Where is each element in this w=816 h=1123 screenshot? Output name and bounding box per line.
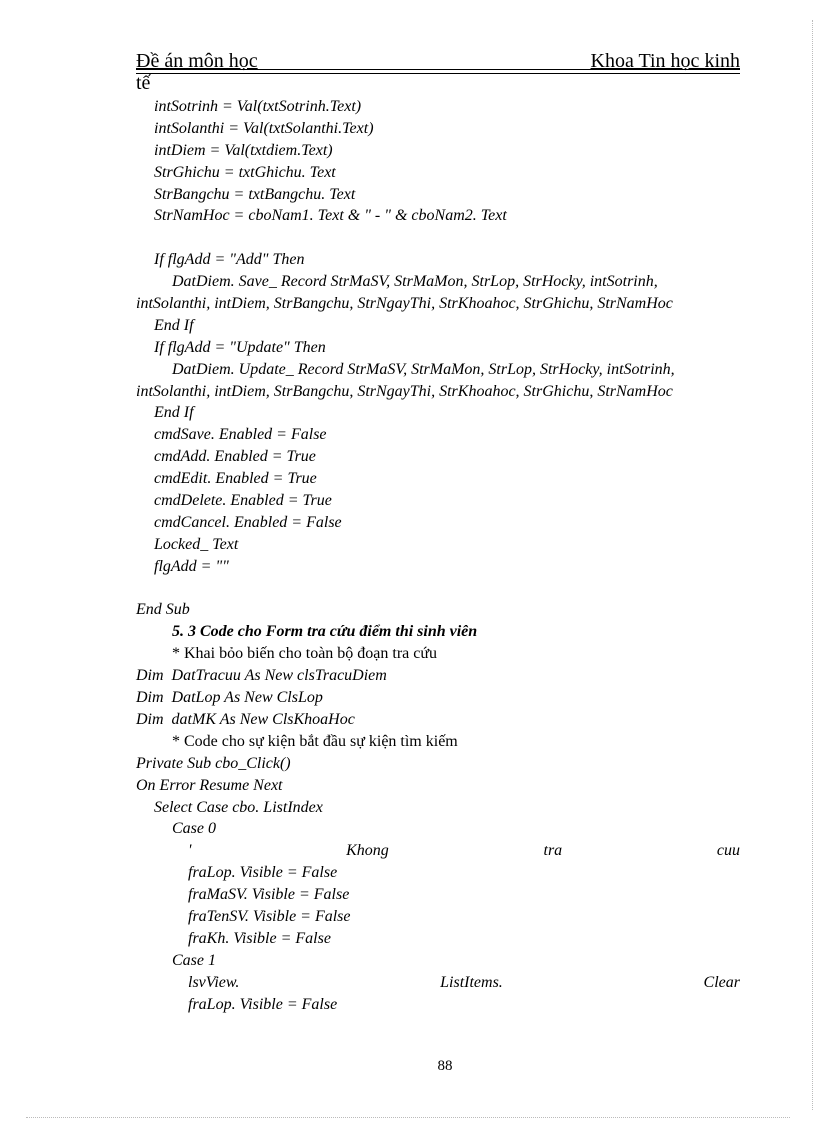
header-left: Đề án môn học [136,50,258,72]
bottom-border [26,1117,790,1118]
word: ' [188,842,192,860]
header-continuation: tế [136,72,151,94]
code-line: End Sub [136,601,190,619]
code-line: fraMaSV. Visible = False [188,886,350,904]
code-line: intSolanthi, intDiem, StrBangchu, StrNgayThi, StrKhoahoc, StrGhichu, StrNamHoc [136,295,673,313]
code-line: Select Case cbo. ListIndex [154,798,323,816]
code-line: Dim DatTracuu As New clsTracuDiem [136,667,387,685]
right-border [812,20,813,1110]
code-line: DatDiem. Save_ Record StrMaSV, StrMaMon, StrLop, StrHocky, intSotrinh, [172,273,658,291]
word: tra [543,842,563,860]
code-line: intSolanthi = Val(txtSolanthi.Text) [154,119,374,137]
code-line: fraKh. Visible = False [188,929,331,947]
justified-code-line [136,840,740,862]
code-line: StrBangchu = txtBangchu. Text [154,185,356,203]
blank-line [136,578,740,600]
page-number: 88 [437,1058,453,1074]
code-line: intSolanthi, intDiem, StrBangchu, StrNgayThi, StrKhoahoc, StrGhichu, StrNamHoc [136,382,673,400]
word: lsvView. [188,973,240,991]
header-right: Khoa Tin học kinh [590,50,740,72]
code-line: fraTenSV. Visible = False [188,907,351,925]
code-line: cmdDelete. Enabled = True [154,492,332,510]
code-line: StrNamHoc = cboNam1. Text & " - " & cboNam2. Text [154,207,507,225]
code-line: End If [154,316,194,334]
page-footer [0,1058,816,1075]
code-line: intSotrinh = Val(txtSotrinh.Text) [154,98,362,115]
page-header [136,50,740,94]
word: Khong [346,842,389,860]
code-listing [136,96,740,1015]
code-line: cmdEdit. Enabled = True [154,470,317,488]
code-line: cmdSave. Enabled = False [154,426,327,444]
code-line: intDiem = Val(txtdiem.Text) [154,141,333,159]
code-line: Private Sub cbo_Click() [136,754,291,772]
code-line: Dim DatLop As New ClsLop [136,689,323,707]
comment-line: * Code cho sự kiện bắt đầu sự kiện tìm kiếm [172,732,458,750]
code-line: If flgAdd = "Update" Then [154,338,326,356]
code-line: flgAdd = "" [154,557,229,575]
code-line: On Error Resume Next [136,776,283,794]
code-line: End If [154,404,194,422]
code-line: If flgAdd = "Add" Then [154,251,305,269]
code-line: Case 0 [172,820,216,838]
code-line: fraLop. Visible = False [188,864,338,882]
word: Clear [703,973,740,991]
code-line: Locked_ Text [154,535,239,553]
blank-line [136,227,740,249]
code-line: DatDiem. Update_ Record StrMaSV, StrMaMon, StrLop, StrHocky, intSotrinh, [172,360,675,378]
code-line: Dim datMK As New ClsKhoaHoc [136,710,355,728]
code-line: StrGhichu = txtGhichu. Text [154,163,336,181]
code-line: cmdCancel. Enabled = False [154,513,342,531]
code-line: fraLop. Visible = False [188,995,338,1013]
word: ListItems. [440,973,503,991]
code-line: Case 1 [172,951,216,969]
justified-code-line [136,972,740,994]
header-rule [136,69,740,74]
comment-line: * Khai bỏo biến cho toàn bộ đoạn tra cứu [172,645,438,663]
section-heading: 5. 3 Code cho Form tra cứu điểm thi sinh viên [172,623,478,641]
code-line: cmdAdd. Enabled = True [154,448,316,466]
word: cuu [716,842,740,860]
